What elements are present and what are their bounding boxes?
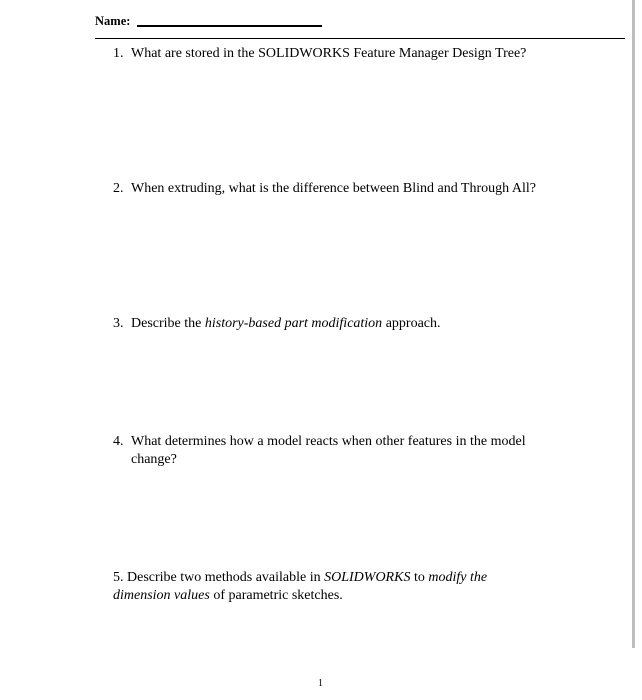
question-number: 4. <box>113 434 124 449</box>
question-text: What are stored in the SOLIDWORKS Feature Manager Design Tree? <box>131 46 527 61</box>
question-4 <box>113 433 526 469</box>
question-text-seg4: modify the <box>428 570 488 585</box>
question-text: When extruding, what is the difference between Blind and Through All? <box>131 181 536 196</box>
question-number: 5. <box>113 570 124 585</box>
question-text-seg6: of parametric sketches. <box>209 588 343 603</box>
name-underline <box>137 25 322 27</box>
question-text-seg1: Describe two methods available in <box>123 570 325 585</box>
question-5 <box>113 569 533 605</box>
question-number: 1. <box>113 46 124 61</box>
question-text-before: Describe the <box>131 316 205 331</box>
header-rule <box>95 38 625 39</box>
question-number: 3. <box>113 316 124 331</box>
page-edge-shadow <box>632 0 635 648</box>
question-text-seg5: dimension values <box>113 588 210 603</box>
question-3 <box>113 315 441 333</box>
question-text-after: approach. <box>382 316 441 331</box>
question-text-line2: change? <box>131 452 177 467</box>
question-text-line1: What determines how a model reacts when other features in the model <box>131 434 526 449</box>
question-number: 2. <box>113 181 124 196</box>
question-text-seg3: to <box>410 570 429 585</box>
question-text-seg2: SOLIDWORKS <box>324 570 411 585</box>
question-2 <box>113 180 536 198</box>
question-1 <box>113 45 526 63</box>
question-text-italic: history-based part modification <box>204 316 383 331</box>
name-label: Name: <box>95 14 131 28</box>
page-number: 1 <box>318 678 323 689</box>
